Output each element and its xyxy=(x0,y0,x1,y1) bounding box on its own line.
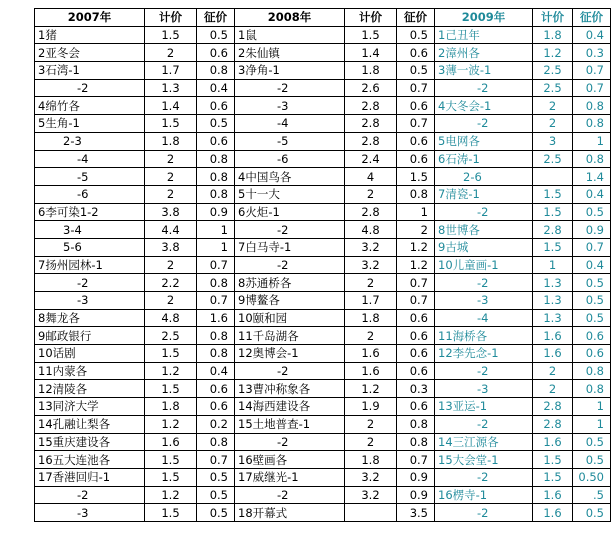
issue-cell-2008: -2 xyxy=(235,433,345,451)
price-cell-2008: 1.8 xyxy=(345,451,397,469)
levy-cell-2009: 0.6 xyxy=(573,345,611,363)
price-cell-2008: 3.2 xyxy=(345,468,397,486)
table-row xyxy=(35,97,611,115)
table-row xyxy=(35,380,611,398)
issue-cell-2009: -2 xyxy=(435,415,533,433)
levy-cell-2008: 0.7 xyxy=(397,274,435,292)
price-cell-2007: 3.8 xyxy=(145,238,197,256)
issue-cell-2009: 13亚运-1 xyxy=(435,398,533,416)
issue-cell-2009: 4大冬会-1 xyxy=(435,97,533,115)
price-cell-2009: 1.5 xyxy=(533,203,573,221)
price-cell-2009: 2.8 xyxy=(533,398,573,416)
price-cell-2007: 1.2 xyxy=(145,415,197,433)
table-row xyxy=(35,274,611,292)
table-row xyxy=(35,221,611,239)
issue-cell-2009: 10儿童画-1 xyxy=(435,256,533,274)
issue-cell-2007: 8舞龙各 xyxy=(35,309,145,327)
levy-cell-2007: 0.8 xyxy=(197,168,235,186)
price-cell-2007: 1.8 xyxy=(145,132,197,150)
price-cell-2008: 1.9 xyxy=(345,398,397,416)
levy-cell-2009: 0.5 xyxy=(573,433,611,451)
levy-cell-2007: 1 xyxy=(197,238,235,256)
issue-cell-2009: -3 xyxy=(435,380,533,398)
issue-cell-2008: -2 xyxy=(235,221,345,239)
levy-cell-2008: 0.6 xyxy=(397,362,435,380)
levy-cell-2007: 0.8 xyxy=(197,185,235,203)
table-row xyxy=(35,44,611,62)
levy-cell-2008: 2 xyxy=(397,221,435,239)
levy-cell-2007: 0.5 xyxy=(197,504,235,522)
header-levy-2009: 征价 xyxy=(573,9,611,27)
issue-cell-2007: -2 xyxy=(35,274,145,292)
issue-cell-2009: 11海桥各 xyxy=(435,327,533,345)
levy-cell-2009: 1 xyxy=(573,415,611,433)
price-cell-2009: 1.6 xyxy=(533,327,573,345)
issue-cell-2008: 15土地普查-1 xyxy=(235,415,345,433)
levy-cell-2009: 0.8 xyxy=(573,362,611,380)
table-row xyxy=(35,115,611,133)
price-cell-2007: 1.5 xyxy=(145,468,197,486)
levy-cell-2007: 0.9 xyxy=(197,203,235,221)
table-row xyxy=(35,433,611,451)
issue-cell-2007: 4绵竹各 xyxy=(35,97,145,115)
issue-cell-2007: 16五大连池各 xyxy=(35,451,145,469)
levy-cell-2009: 0.4 xyxy=(573,185,611,203)
issue-cell-2009: 16楞寺-1 xyxy=(435,486,533,504)
header-price-2007: 计价 xyxy=(145,9,197,27)
price-cell-2009: 1.6 xyxy=(533,504,573,522)
price-cell-2009: 2 xyxy=(533,362,573,380)
table-row xyxy=(35,185,611,203)
issue-cell-2007: -6 xyxy=(35,185,145,203)
price-cell-2007: 1.4 xyxy=(145,97,197,115)
issue-cell-2008: -2 xyxy=(235,362,345,380)
issue-cell-2007: -5 xyxy=(35,168,145,186)
levy-cell-2008: 0.8 xyxy=(397,185,435,203)
levy-cell-2007: 0.6 xyxy=(197,44,235,62)
price-cell-2008: 1.7 xyxy=(345,292,397,310)
table-row xyxy=(35,504,611,522)
header-price-2008: 计价 xyxy=(345,9,397,27)
header-price-2009: 计价 xyxy=(533,9,573,27)
levy-cell-2009: 1.4 xyxy=(573,168,611,186)
price-cell-2007: 1.5 xyxy=(145,451,197,469)
issue-cell-2008: 16壁画各 xyxy=(235,451,345,469)
levy-cell-2009: 0.50 xyxy=(573,468,611,486)
issue-cell-2009: -2 xyxy=(435,79,533,97)
price-cell-2007: 1.5 xyxy=(145,504,197,522)
table-row xyxy=(35,203,611,221)
issue-cell-2009: -2 xyxy=(435,362,533,380)
levy-cell-2007: 0.5 xyxy=(197,486,235,504)
price-cell-2009: 1.3 xyxy=(533,309,573,327)
levy-cell-2008: 0.6 xyxy=(397,345,435,363)
table-row xyxy=(35,398,611,416)
price-cell-2008: 1.6 xyxy=(345,345,397,363)
header-year-2008: 2008年 xyxy=(235,9,345,27)
table-row xyxy=(35,345,611,363)
issue-cell-2008: -5 xyxy=(235,132,345,150)
levy-cell-2007: 1.6 xyxy=(197,309,235,327)
stamp-price-table xyxy=(34,8,611,522)
price-cell-2007: 1.6 xyxy=(145,433,197,451)
levy-cell-2008: 0.6 xyxy=(397,309,435,327)
price-cell-2009 xyxy=(533,168,573,186)
table-row xyxy=(35,309,611,327)
issue-cell-2007: 5-6 xyxy=(35,238,145,256)
price-cell-2009: 1.6 xyxy=(533,486,573,504)
price-cell-2009: 1.6 xyxy=(533,345,573,363)
levy-cell-2008: 1 xyxy=(397,203,435,221)
issue-cell-2009: 6石涛-1 xyxy=(435,150,533,168)
levy-cell-2007: 0.5 xyxy=(197,115,235,133)
table-row xyxy=(35,79,611,97)
levy-cell-2007: 0.6 xyxy=(197,97,235,115)
price-cell-2009: 1.3 xyxy=(533,292,573,310)
table-row xyxy=(35,150,611,168)
issue-cell-2008: -6 xyxy=(235,150,345,168)
levy-cell-2007: 1 xyxy=(197,221,235,239)
levy-cell-2008: 0.5 xyxy=(397,26,435,44)
table-row xyxy=(35,238,611,256)
issue-cell-2007: 9邮政银行 xyxy=(35,327,145,345)
issue-cell-2008: 18开幕式 xyxy=(235,504,345,522)
price-cell-2009: 2.5 xyxy=(533,79,573,97)
issue-cell-2008: 13曹冲称象各 xyxy=(235,380,345,398)
header-year-2007: 2007年 xyxy=(35,9,145,27)
price-cell-2008: 4.8 xyxy=(345,221,397,239)
levy-cell-2008: 0.3 xyxy=(397,380,435,398)
levy-cell-2009: 0.7 xyxy=(573,238,611,256)
levy-cell-2009: 0.4 xyxy=(573,256,611,274)
price-cell-2008: 1.8 xyxy=(345,309,397,327)
levy-cell-2009: 0.3 xyxy=(573,44,611,62)
levy-cell-2009: 0.5 xyxy=(573,292,611,310)
price-cell-2007: 4.8 xyxy=(145,309,197,327)
issue-cell-2009: 14三江源各 xyxy=(435,433,533,451)
levy-cell-2007: 0.8 xyxy=(197,433,235,451)
levy-cell-2007: 0.5 xyxy=(197,26,235,44)
levy-cell-2008: 0.8 xyxy=(397,415,435,433)
price-cell-2009: 1.2 xyxy=(533,44,573,62)
table-row xyxy=(35,486,611,504)
issue-cell-2007: 1猪 xyxy=(35,26,145,44)
issue-cell-2008: 5十一大 xyxy=(235,185,345,203)
price-cell-2008: 1.5 xyxy=(345,26,397,44)
price-cell-2007: 1.2 xyxy=(145,486,197,504)
table-row xyxy=(35,362,611,380)
levy-cell-2009: 0.5 xyxy=(573,504,611,522)
price-cell-2009: 1.5 xyxy=(533,468,573,486)
issue-cell-2008: 12奥博会-1 xyxy=(235,345,345,363)
price-cell-2007: 2 xyxy=(145,256,197,274)
price-cell-2008: 2.6 xyxy=(345,79,397,97)
levy-cell-2008: 0.7 xyxy=(397,451,435,469)
issue-cell-2009: 2漳州各 xyxy=(435,44,533,62)
issue-cell-2008: 7白马寺-1 xyxy=(235,238,345,256)
levy-cell-2007: 0.4 xyxy=(197,362,235,380)
price-cell-2007: 3.8 xyxy=(145,203,197,221)
table-row xyxy=(35,451,611,469)
price-cell-2009: 1 xyxy=(533,256,573,274)
issue-cell-2009: -3 xyxy=(435,292,533,310)
issue-cell-2009: 9古城 xyxy=(435,238,533,256)
issue-cell-2007: 11内蒙各 xyxy=(35,362,145,380)
levy-cell-2007: 0.8 xyxy=(197,327,235,345)
price-cell-2009: 2.5 xyxy=(533,62,573,80)
levy-cell-2008: 0.6 xyxy=(397,398,435,416)
levy-cell-2007: 0.4 xyxy=(197,79,235,97)
levy-cell-2008: 0.7 xyxy=(397,292,435,310)
table-row xyxy=(35,415,611,433)
issue-cell-2009: 7清瓷-1 xyxy=(435,185,533,203)
issue-cell-2009: -2 xyxy=(435,274,533,292)
issue-cell-2009: 12李先念-1 xyxy=(435,345,533,363)
issue-cell-2008: 10颐和园 xyxy=(235,309,345,327)
price-cell-2008: 1.4 xyxy=(345,44,397,62)
levy-cell-2009: 0.8 xyxy=(573,97,611,115)
levy-cell-2009: 1 xyxy=(573,132,611,150)
levy-cell-2007: 0.8 xyxy=(197,150,235,168)
issue-cell-2007: 2亚冬会 xyxy=(35,44,145,62)
levy-cell-2009: 0.8 xyxy=(573,150,611,168)
issue-cell-2009: 8世博各 xyxy=(435,221,533,239)
issue-cell-2008: 4中国鸟各 xyxy=(235,168,345,186)
header-year-2009: 2009年 xyxy=(435,9,533,27)
issue-cell-2008: 14海西建设各 xyxy=(235,398,345,416)
issue-cell-2007: 14孔融让梨各 xyxy=(35,415,145,433)
issue-cell-2008: -2 xyxy=(235,256,345,274)
levy-cell-2007: 0.7 xyxy=(197,292,235,310)
issue-cell-2009: -2 xyxy=(435,468,533,486)
price-cell-2008: 2 xyxy=(345,327,397,345)
issue-cell-2009: 3薄一波-1 xyxy=(435,62,533,80)
levy-cell-2009: 0.5 xyxy=(573,451,611,469)
price-cell-2008: 2.4 xyxy=(345,150,397,168)
issue-cell-2009: -2 xyxy=(435,504,533,522)
price-cell-2008 xyxy=(345,504,397,522)
issue-cell-2007: -2 xyxy=(35,486,145,504)
price-cell-2009: 2 xyxy=(533,115,573,133)
price-cell-2008: 3.2 xyxy=(345,238,397,256)
levy-cell-2009: 0.5 xyxy=(573,309,611,327)
levy-cell-2007: 0.5 xyxy=(197,468,235,486)
price-cell-2007: 2.5 xyxy=(145,327,197,345)
table-row xyxy=(35,26,611,44)
levy-cell-2009: 0.8 xyxy=(573,380,611,398)
table-row xyxy=(35,468,611,486)
price-cell-2009: 3 xyxy=(533,132,573,150)
issue-cell-2008: 11千岛湖各 xyxy=(235,327,345,345)
issue-cell-2007: 3-4 xyxy=(35,221,145,239)
issue-cell-2007: 13同济大学 xyxy=(35,398,145,416)
issue-cell-2007: 15重庆建设各 xyxy=(35,433,145,451)
issue-cell-2007: -3 xyxy=(35,292,145,310)
levy-cell-2007: 0.8 xyxy=(197,345,235,363)
price-cell-2007: 2 xyxy=(145,292,197,310)
price-cell-2007: 2 xyxy=(145,150,197,168)
issue-cell-2009: -4 xyxy=(435,309,533,327)
issue-cell-2008: 17威继光-1 xyxy=(235,468,345,486)
price-cell-2008: 2 xyxy=(345,274,397,292)
levy-cell-2008: 0.7 xyxy=(397,79,435,97)
price-cell-2008: 1.2 xyxy=(345,380,397,398)
issue-cell-2007: 6李可染1-2 xyxy=(35,203,145,221)
levy-cell-2009: 0.7 xyxy=(573,79,611,97)
price-cell-2007: 1.8 xyxy=(145,398,197,416)
levy-cell-2008: 1.2 xyxy=(397,256,435,274)
price-cell-2008: 1.6 xyxy=(345,362,397,380)
levy-cell-2008: 0.9 xyxy=(397,468,435,486)
levy-cell-2009: 0.6 xyxy=(573,327,611,345)
issue-cell-2007: 7扬州园林-1 xyxy=(35,256,145,274)
issue-cell-2008: 1鼠 xyxy=(235,26,345,44)
levy-cell-2007: 0.6 xyxy=(197,398,235,416)
price-cell-2009: 2 xyxy=(533,380,573,398)
issue-cell-2008: 3净角-1 xyxy=(235,62,345,80)
levy-cell-2008: 0.7 xyxy=(397,115,435,133)
levy-cell-2007: 0.8 xyxy=(197,62,235,80)
issue-cell-2007: -4 xyxy=(35,150,145,168)
header-levy-2007: 征价 xyxy=(197,9,235,27)
issue-cell-2008: -4 xyxy=(235,115,345,133)
levy-cell-2009: 1 xyxy=(573,398,611,416)
price-cell-2007: 1.5 xyxy=(145,115,197,133)
levy-cell-2009: 0.5 xyxy=(573,203,611,221)
table-row xyxy=(35,327,611,345)
header-levy-2008: 征价 xyxy=(397,9,435,27)
issue-cell-2009: -2 xyxy=(435,203,533,221)
issue-cell-2009: 1己丑年 xyxy=(435,26,533,44)
issue-cell-2007: 5生角-1 xyxy=(35,115,145,133)
price-cell-2007: 1.3 xyxy=(145,79,197,97)
price-cell-2007: 1.2 xyxy=(145,362,197,380)
issue-cell-2009: 5电网各 xyxy=(435,132,533,150)
levy-cell-2008: 0.6 xyxy=(397,150,435,168)
table-row xyxy=(35,132,611,150)
price-cell-2009: 1.5 xyxy=(533,451,573,469)
levy-cell-2009: 0.7 xyxy=(573,62,611,80)
levy-cell-2007: 0.7 xyxy=(197,256,235,274)
price-cell-2007: 1.5 xyxy=(145,345,197,363)
levy-cell-2009: 0.8 xyxy=(573,115,611,133)
levy-cell-2008: 1.2 xyxy=(397,238,435,256)
issue-cell-2009: -2 xyxy=(435,115,533,133)
table-row xyxy=(35,62,611,80)
issue-cell-2008: 6火炬-1 xyxy=(235,203,345,221)
price-cell-2007: 1.7 xyxy=(145,62,197,80)
price-cell-2008: 2.8 xyxy=(345,203,397,221)
price-cell-2009: 2.8 xyxy=(533,415,573,433)
levy-cell-2007: 0.2 xyxy=(197,415,235,433)
price-cell-2009: 1.6 xyxy=(533,433,573,451)
price-cell-2008: 2.8 xyxy=(345,115,397,133)
levy-cell-2008: 3.5 xyxy=(397,504,435,522)
levy-cell-2008: 0.6 xyxy=(397,97,435,115)
issue-cell-2008: -3 xyxy=(235,97,345,115)
levy-cell-2007: 0.6 xyxy=(197,132,235,150)
price-cell-2007: 2 xyxy=(145,185,197,203)
levy-cell-2007: 0.6 xyxy=(197,380,235,398)
table-row xyxy=(35,292,611,310)
issue-cell-2007: 12清陵各 xyxy=(35,380,145,398)
price-cell-2008: 3.2 xyxy=(345,486,397,504)
table-row xyxy=(35,256,611,274)
issue-cell-2008: 2朱仙镇 xyxy=(235,44,345,62)
price-cell-2009: 1.5 xyxy=(533,238,573,256)
price-cell-2008: 4 xyxy=(345,168,397,186)
levy-cell-2008: 0.8 xyxy=(397,433,435,451)
price-cell-2008: 2 xyxy=(345,185,397,203)
price-cell-2007: 2 xyxy=(145,168,197,186)
price-cell-2007: 2 xyxy=(145,44,197,62)
levy-cell-2008: 0.6 xyxy=(397,327,435,345)
issue-cell-2007: 2-3 xyxy=(35,132,145,150)
issue-cell-2007: 3石湾-1 xyxy=(35,62,145,80)
levy-cell-2009: 0.9 xyxy=(573,221,611,239)
issue-cell-2008: -2 xyxy=(235,486,345,504)
issue-cell-2007: -3 xyxy=(35,504,145,522)
price-cell-2008: 2 xyxy=(345,415,397,433)
issue-cell-2007: 10话剧 xyxy=(35,345,145,363)
price-cell-2009: 1.8 xyxy=(533,26,573,44)
price-cell-2008: 2 xyxy=(345,433,397,451)
price-cell-2007: 4.4 xyxy=(145,221,197,239)
price-cell-2007: 1.5 xyxy=(145,26,197,44)
issue-cell-2009: 15大会堂-1 xyxy=(435,451,533,469)
price-cell-2007: 2.2 xyxy=(145,274,197,292)
issue-cell-2007: -2 xyxy=(35,79,145,97)
levy-cell-2008: 0.6 xyxy=(397,44,435,62)
table-row xyxy=(35,168,611,186)
price-cell-2008: 1.8 xyxy=(345,62,397,80)
levy-cell-2007: 0.7 xyxy=(197,451,235,469)
issue-cell-2008: 8苏通桥各 xyxy=(235,274,345,292)
price-cell-2009: 2.5 xyxy=(533,150,573,168)
issue-cell-2009: 2-6 xyxy=(435,168,533,186)
price-cell-2008: 3.2 xyxy=(345,256,397,274)
levy-cell-2008: 0.6 xyxy=(397,132,435,150)
levy-cell-2008: 1.5 xyxy=(397,168,435,186)
levy-cell-2009: .5 xyxy=(573,486,611,504)
price-cell-2009: 2 xyxy=(533,97,573,115)
levy-cell-2008: 0.5 xyxy=(397,62,435,80)
issue-cell-2008: 9博鳌各 xyxy=(235,292,345,310)
price-cell-2009: 2.8 xyxy=(533,221,573,239)
levy-cell-2009: 0.5 xyxy=(573,274,611,292)
price-cell-2008: 2.8 xyxy=(345,97,397,115)
issue-cell-2008: -2 xyxy=(235,79,345,97)
price-cell-2009: 1.5 xyxy=(533,185,573,203)
levy-cell-2007: 0.8 xyxy=(197,274,235,292)
levy-cell-2008: 0.9 xyxy=(397,486,435,504)
levy-cell-2009: 0.4 xyxy=(573,26,611,44)
header-row xyxy=(35,9,611,27)
issue-cell-2007: 17香港回归-1 xyxy=(35,468,145,486)
price-cell-2008: 2.8 xyxy=(345,132,397,150)
price-cell-2009: 1.3 xyxy=(533,274,573,292)
price-cell-2007: 1.5 xyxy=(145,380,197,398)
